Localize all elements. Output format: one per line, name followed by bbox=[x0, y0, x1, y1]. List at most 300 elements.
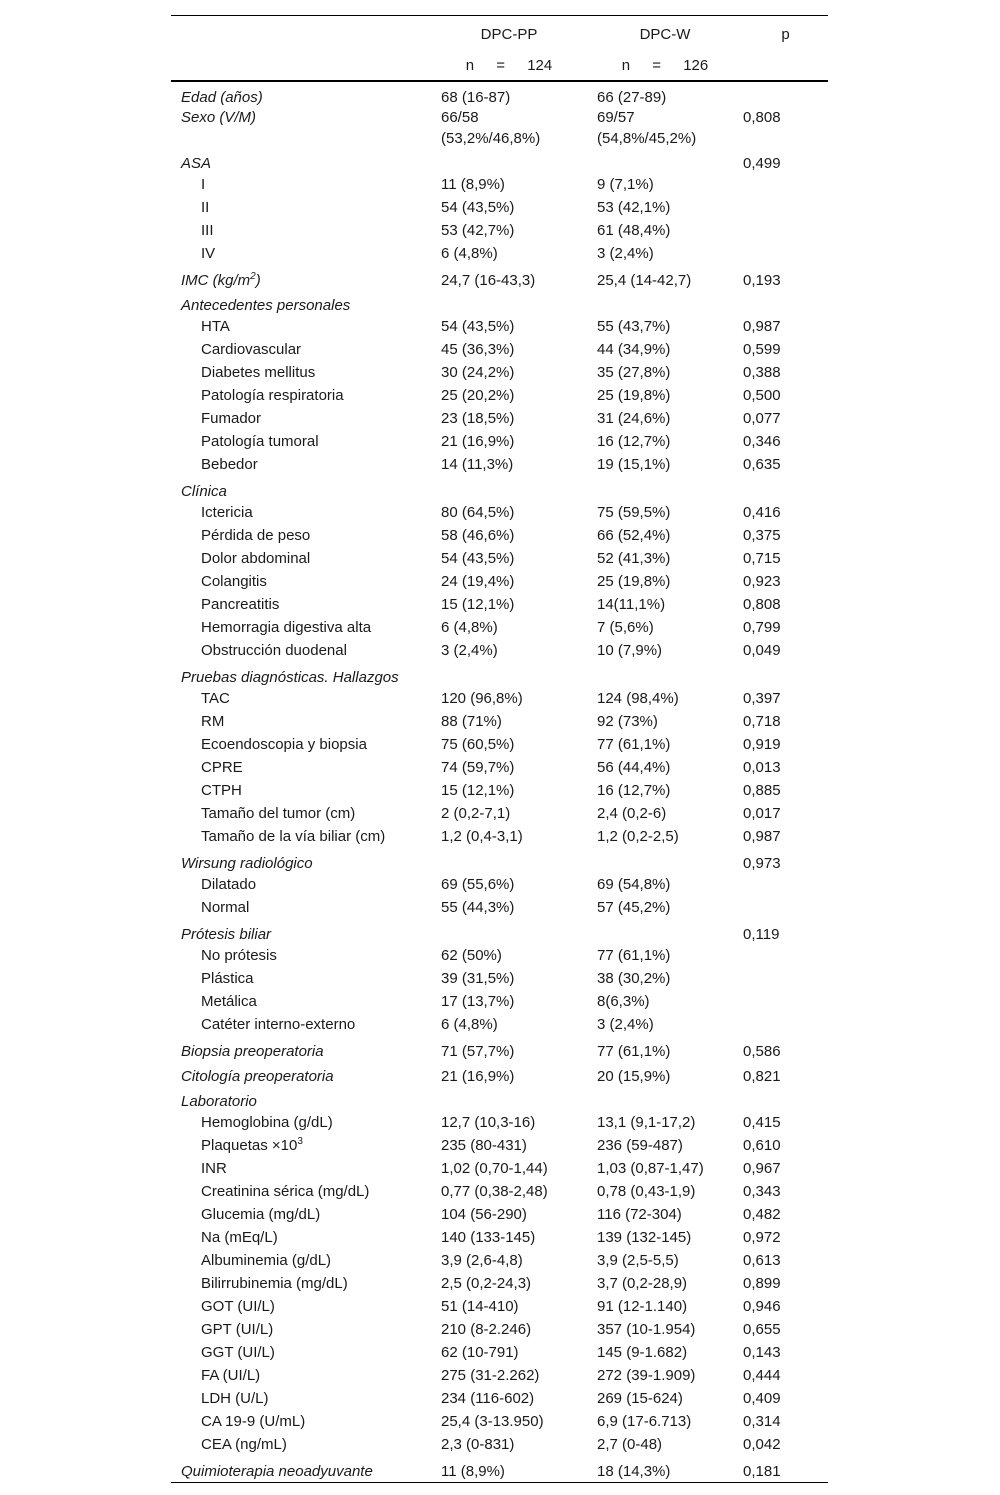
p-value bbox=[743, 242, 828, 265]
header-n-w: n = 126 bbox=[587, 50, 743, 81]
table-row-category bbox=[171, 662, 828, 687]
dpc-w-value-cell bbox=[587, 1180, 743, 1203]
row-label bbox=[171, 173, 431, 196]
table-row-category bbox=[171, 848, 828, 873]
row-label bbox=[171, 1364, 431, 1387]
dpc-pp-value-cell bbox=[431, 873, 587, 896]
table-row bbox=[171, 1410, 828, 1433]
dpc-pp-value-cell bbox=[431, 1341, 587, 1364]
table-row bbox=[171, 896, 828, 919]
row-label bbox=[171, 338, 431, 361]
table-row bbox=[171, 733, 828, 756]
p-value bbox=[743, 662, 828, 687]
dpc-w-value: 0,78 (0,43-1,9) bbox=[597, 1183, 696, 1200]
table-row bbox=[171, 639, 828, 662]
row-label-text: CPRE bbox=[201, 759, 243, 776]
row-label-text: Hemoglobina (g/dL) bbox=[201, 1114, 333, 1131]
row-label-text: Citología preoperatoria bbox=[181, 1068, 334, 1085]
dpc-pp-value-cell bbox=[431, 1061, 587, 1086]
row-label-text: IMC (kg/m bbox=[181, 272, 251, 289]
dpc-pp-value: 3 (2,4%) bbox=[441, 642, 498, 659]
dpc-w-value-cell bbox=[587, 1134, 743, 1157]
table-row-category bbox=[171, 81, 828, 107]
dpc-w-value-cell bbox=[587, 196, 743, 219]
dpc-w-value: 2,7 (0-48) bbox=[597, 1436, 663, 1453]
p-value bbox=[743, 476, 828, 501]
dpc-pp-value-cell bbox=[431, 315, 587, 338]
table-row bbox=[171, 1295, 828, 1318]
dpc-pp-value-cell bbox=[431, 1364, 587, 1387]
row-label-text: Quimioterapia neoadyuvante bbox=[181, 1463, 373, 1480]
row-label bbox=[171, 616, 431, 639]
row-label bbox=[171, 107, 431, 148]
dpc-w-value-cell bbox=[587, 1036, 743, 1061]
p-value: 0,885 bbox=[743, 782, 781, 799]
table-row bbox=[171, 1387, 828, 1410]
p-value: 0,973 bbox=[743, 855, 781, 872]
dpc-pp-value-cell bbox=[431, 733, 587, 756]
row-label-text: Antecedentes personales bbox=[181, 297, 351, 314]
row-label bbox=[171, 1272, 431, 1295]
row-label-text: Albuminemia (g/dL) bbox=[201, 1252, 332, 1269]
dpc-pp-value-cell bbox=[431, 802, 587, 825]
row-label-text: TAC bbox=[201, 690, 230, 707]
dpc-w-value-cell bbox=[587, 315, 743, 338]
dpc-pp-value: 21 (16,9%) bbox=[441, 1068, 515, 1085]
dpc-pp-value: 68 (16-87) bbox=[441, 89, 511, 106]
row-label bbox=[171, 1456, 431, 1483]
header-p-value: p bbox=[743, 16, 828, 51]
row-label-text: Pancreatitis bbox=[201, 596, 280, 613]
dpc-pp-value-cell bbox=[431, 524, 587, 547]
p-value: 0,613 bbox=[743, 1252, 781, 1269]
table-row bbox=[171, 593, 828, 616]
dpc-pp-value: 140 (133-145) bbox=[441, 1229, 536, 1246]
dpc-pp-value: 71 (57,7%) bbox=[441, 1043, 515, 1060]
dpc-pp-value: 24 (19,4%) bbox=[441, 573, 515, 590]
comparison-table-container bbox=[171, 15, 828, 1483]
row-label-text: Patología respiratoria bbox=[201, 387, 344, 404]
p-value: 0,586 bbox=[743, 1043, 781, 1060]
row-label-text: Pruebas diagnósticas. Hallazgos bbox=[181, 669, 399, 686]
dpc-w-value-cell bbox=[587, 1086, 743, 1111]
table-row bbox=[171, 1203, 828, 1226]
dpc-pp-value-percent: (53,2%/46,8%) bbox=[441, 130, 541, 147]
dpc-w-value: 57 (45,2%) bbox=[597, 899, 671, 916]
dpc-pp-value-cell bbox=[431, 1086, 587, 1111]
row-label bbox=[171, 990, 431, 1013]
row-label bbox=[171, 848, 431, 873]
dpc-w-value: 3 (2,4%) bbox=[597, 1016, 654, 1033]
dpc-w-value-cell bbox=[587, 733, 743, 756]
dpc-w-value-cell bbox=[587, 547, 743, 570]
table-row-category bbox=[171, 919, 828, 944]
dpc-pp-value: 210 (8-2.246) bbox=[441, 1321, 532, 1338]
dpc-pp-value-cell bbox=[431, 825, 587, 848]
row-label bbox=[171, 1249, 431, 1272]
dpc-pp-value: 12,7 (10,3-16) bbox=[441, 1114, 536, 1131]
dpc-pp-value: 2,3 (0-831) bbox=[441, 1436, 515, 1453]
row-label bbox=[171, 501, 431, 524]
table-row-category bbox=[171, 476, 828, 501]
row-label-text: III bbox=[201, 222, 214, 239]
dpc-w-value: 14(11,1%) bbox=[597, 596, 666, 613]
dpc-w-value-cell bbox=[587, 779, 743, 802]
dpc-pp-value-cell bbox=[431, 173, 587, 196]
p-value: 0,415 bbox=[743, 1114, 781, 1131]
header-blank bbox=[171, 50, 431, 81]
row-label bbox=[171, 1226, 431, 1249]
p-value bbox=[743, 173, 828, 196]
table-row bbox=[171, 1433, 828, 1456]
p-value: 0,193 bbox=[743, 272, 781, 289]
row-label-text: FA (UI/L) bbox=[201, 1367, 261, 1384]
row-label-text: Fumador bbox=[201, 410, 262, 427]
dpc-w-value-cell bbox=[587, 1410, 743, 1433]
dpc-w-value: 55 (43,7%) bbox=[597, 318, 671, 335]
dpc-pp-value: 69 (55,6%) bbox=[441, 876, 515, 893]
row-label bbox=[171, 476, 431, 501]
dpc-pp-value-cell bbox=[431, 639, 587, 662]
p-value: 0,314 bbox=[743, 1413, 781, 1430]
p-value bbox=[743, 896, 828, 919]
row-label-text: Prótesis biliar bbox=[181, 926, 272, 943]
dpc-w-value: 75 (59,5%) bbox=[597, 504, 671, 521]
p-value: 0,013 bbox=[743, 759, 781, 776]
table-row bbox=[171, 1364, 828, 1387]
dpc-pp-value: 62 (50%) bbox=[441, 947, 502, 964]
table-row-category bbox=[171, 1061, 828, 1086]
p-value: 0,343 bbox=[743, 1183, 781, 1200]
dpc-w-value: 272 (39-1.909) bbox=[597, 1367, 696, 1384]
table-row bbox=[171, 1272, 828, 1295]
dpc-pp-value: 75 (60,5%) bbox=[441, 736, 515, 753]
row-label bbox=[171, 524, 431, 547]
table-row bbox=[171, 967, 828, 990]
dpc-pp-value-cell bbox=[431, 990, 587, 1013]
dpc-pp-value: 1,02 (0,70-1,44) bbox=[441, 1160, 548, 1177]
dpc-pp-value: 45 (36,3%) bbox=[441, 341, 515, 358]
row-label bbox=[171, 710, 431, 733]
row-label-text: Edad (años) bbox=[181, 89, 263, 106]
row-label bbox=[171, 196, 431, 219]
p-value: 0,923 bbox=[743, 573, 781, 590]
table-row-category bbox=[171, 1456, 828, 1483]
row-label bbox=[171, 570, 431, 593]
dpc-w-value: 35 (27,8%) bbox=[597, 364, 671, 381]
dpc-w-value-cell bbox=[587, 756, 743, 779]
dpc-pp-value: 0,77 (0,38-2,48) bbox=[441, 1183, 548, 1200]
dpc-w-value: 66 (27-89) bbox=[597, 89, 667, 106]
dpc-pp-value: 66/58 bbox=[441, 109, 479, 126]
row-label bbox=[171, 290, 431, 315]
dpc-w-value-cell bbox=[587, 107, 743, 148]
dpc-pp-value: 234 (116-602) bbox=[441, 1390, 535, 1407]
dpc-w-value-cell bbox=[587, 173, 743, 196]
dpc-w-value-cell bbox=[587, 1341, 743, 1364]
dpc-w-value-cell bbox=[587, 896, 743, 919]
p-value: 0,499 bbox=[743, 155, 781, 172]
row-label-text: Hemorragia digestiva alta bbox=[201, 619, 372, 636]
p-value: 0,346 bbox=[743, 433, 781, 450]
dpc-w-value: 1,2 (0,2-2,5) bbox=[597, 828, 679, 845]
dpc-w-value-cell bbox=[587, 1364, 743, 1387]
dpc-pp-value-cell bbox=[431, 290, 587, 315]
table-row bbox=[171, 173, 828, 196]
row-label-text: Clínica bbox=[181, 483, 227, 500]
row-label-text: Glucemia (mg/dL) bbox=[201, 1206, 321, 1223]
dpc-pp-value: 24,7 (16-43,3) bbox=[441, 272, 536, 289]
p-value: 0,017 bbox=[743, 805, 781, 822]
dpc-pp-value: 25 (20,2%) bbox=[441, 387, 515, 404]
dpc-w-value: 16 (12,7%) bbox=[597, 782, 671, 799]
dpc-w-value-cell bbox=[587, 967, 743, 990]
row-label bbox=[171, 1013, 431, 1036]
p-value: 0,718 bbox=[743, 713, 781, 730]
row-label bbox=[171, 315, 431, 338]
dpc-pp-value-cell bbox=[431, 148, 587, 173]
dpc-pp-value-cell bbox=[431, 476, 587, 501]
table-row bbox=[171, 873, 828, 896]
header-dpc-pp: DPC-PP bbox=[431, 16, 587, 51]
dpc-pp-value: 15 (12,1%) bbox=[441, 596, 515, 613]
dpc-w-value-cell bbox=[587, 873, 743, 896]
dpc-pp-value-cell bbox=[431, 1134, 587, 1157]
row-label bbox=[171, 593, 431, 616]
row-label bbox=[171, 1157, 431, 1180]
p-value: 0,077 bbox=[743, 410, 781, 427]
dpc-pp-value: 74 (59,7%) bbox=[441, 759, 515, 776]
dpc-w-value-cell bbox=[587, 710, 743, 733]
dpc-pp-value: 6 (4,8%) bbox=[441, 245, 498, 262]
dpc-pp-value: 17 (13,7%) bbox=[441, 993, 515, 1010]
table-row bbox=[171, 501, 828, 524]
dpc-w-value: 91 (12-1.140) bbox=[597, 1298, 688, 1315]
table-row bbox=[171, 361, 828, 384]
dpc-w-value-cell bbox=[587, 407, 743, 430]
table-row bbox=[171, 616, 828, 639]
row-label-text: CA 19-9 (U/mL) bbox=[201, 1413, 306, 1430]
p-value: 0,444 bbox=[743, 1367, 781, 1384]
table-row bbox=[171, 524, 828, 547]
dpc-w-value: 19 (15,1%) bbox=[597, 456, 671, 473]
table-row bbox=[171, 384, 828, 407]
row-label bbox=[171, 919, 431, 944]
dpc-pp-value: 104 (56-290) bbox=[441, 1206, 527, 1223]
row-label bbox=[171, 1203, 431, 1226]
dpc-pp-value-cell bbox=[431, 1111, 587, 1134]
dpc-pp-value-cell bbox=[431, 1226, 587, 1249]
dpc-pp-value-cell bbox=[431, 919, 587, 944]
table-row bbox=[171, 338, 828, 361]
dpc-pp-value-cell bbox=[431, 1036, 587, 1061]
dpc-pp-value: 54 (43,5%) bbox=[441, 199, 515, 216]
dpc-pp-value-cell bbox=[431, 756, 587, 779]
table-row bbox=[171, 1180, 828, 1203]
table-row bbox=[171, 196, 828, 219]
row-label bbox=[171, 1341, 431, 1364]
dpc-w-value-cell bbox=[587, 570, 743, 593]
row-label bbox=[171, 639, 431, 662]
row-label-text: Laboratorio bbox=[181, 1093, 257, 1110]
row-label bbox=[171, 687, 431, 710]
dpc-pp-value-cell bbox=[431, 196, 587, 219]
p-value bbox=[743, 873, 828, 896]
dpc-w-value: 3,9 (2,5-5,5) bbox=[597, 1252, 679, 1269]
table-row bbox=[171, 1249, 828, 1272]
table-row bbox=[171, 802, 828, 825]
table-row bbox=[171, 1341, 828, 1364]
row-label-text: Creatinina sérica (mg/dL) bbox=[201, 1183, 370, 1200]
dpc-w-value: 69 (54,8%) bbox=[597, 876, 671, 893]
row-label bbox=[171, 219, 431, 242]
table-row bbox=[171, 315, 828, 338]
row-label-text: Pérdida de peso bbox=[201, 527, 311, 544]
dpc-w-value-cell bbox=[587, 219, 743, 242]
dpc-pp-value-cell bbox=[431, 242, 587, 265]
row-label-text: Tamaño del tumor (cm) bbox=[201, 805, 356, 822]
dpc-w-value-cell bbox=[587, 944, 743, 967]
dpc-w-value-cell bbox=[587, 384, 743, 407]
dpc-w-value: 1,03 (0,87-1,47) bbox=[597, 1160, 704, 1177]
table-row bbox=[171, 990, 828, 1013]
dpc-pp-value-cell bbox=[431, 453, 587, 476]
p-value: 0,181 bbox=[743, 1456, 828, 1483]
dpc-w-value-cell bbox=[587, 81, 743, 107]
p-value: 0,655 bbox=[743, 1321, 781, 1338]
table-row bbox=[171, 1226, 828, 1249]
dpc-pp-value-cell bbox=[431, 1249, 587, 1272]
dpc-w-value: 38 (30,2%) bbox=[597, 970, 671, 987]
dpc-w-value-cell bbox=[587, 1295, 743, 1318]
dpc-pp-value: 25,4 (3-13.950) bbox=[441, 1413, 544, 1430]
dpc-w-value: 56 (44,4%) bbox=[597, 759, 671, 776]
dpc-w-value: 16 (12,7%) bbox=[597, 433, 671, 450]
row-label bbox=[171, 944, 431, 967]
dpc-pp-value-cell bbox=[431, 219, 587, 242]
dpc-w-value-cell bbox=[587, 825, 743, 848]
dpc-w-value: 236 (59-487) bbox=[597, 1137, 683, 1154]
table-row-category bbox=[171, 148, 828, 173]
row-label bbox=[171, 779, 431, 802]
row-label-superscript: 2 bbox=[250, 271, 256, 282]
dpc-w-value-cell bbox=[587, 1111, 743, 1134]
dpc-pp-value-cell bbox=[431, 107, 587, 148]
dpc-pp-value: 1,2 (0,4-3,1) bbox=[441, 828, 523, 845]
table-row bbox=[171, 407, 828, 430]
dpc-pp-value-cell bbox=[431, 779, 587, 802]
dpc-pp-value: 30 (24,2%) bbox=[441, 364, 515, 381]
row-label-text: Plaquetas ×10 bbox=[201, 1137, 298, 1154]
p-value: 0,635 bbox=[743, 456, 781, 473]
dpc-pp-value: 55 (44,3%) bbox=[441, 899, 515, 916]
table-row bbox=[171, 1318, 828, 1341]
p-value bbox=[743, 290, 828, 315]
row-label bbox=[171, 1295, 431, 1318]
dpc-pp-value: 54 (43,5%) bbox=[441, 318, 515, 335]
p-value: 0,409 bbox=[743, 1390, 781, 1407]
table-row bbox=[171, 219, 828, 242]
table-row bbox=[171, 570, 828, 593]
dpc-pp-value: 6 (4,8%) bbox=[441, 1016, 498, 1033]
dpc-w-value-cell bbox=[587, 501, 743, 524]
p-value: 0,715 bbox=[743, 550, 781, 567]
row-label bbox=[171, 873, 431, 896]
dpc-w-value-percent: (54,8%/45,2%) bbox=[597, 130, 697, 147]
dpc-w-value: 3 (2,4%) bbox=[597, 245, 654, 262]
row-label bbox=[171, 1433, 431, 1456]
dpc-pp-value-cell bbox=[431, 430, 587, 453]
dpc-w-value-cell bbox=[587, 476, 743, 501]
dpc-pp-value-cell bbox=[431, 1410, 587, 1433]
row-label-text: Na (mEq/L) bbox=[201, 1229, 278, 1246]
row-label bbox=[171, 1036, 431, 1061]
dpc-w-value-cell bbox=[587, 148, 743, 173]
row-label bbox=[171, 265, 431, 290]
dpc-w-value-cell bbox=[587, 524, 743, 547]
row-label-superscript: 3 bbox=[297, 1136, 303, 1147]
header-label-column bbox=[171, 16, 431, 51]
table-row bbox=[171, 710, 828, 733]
dpc-pp-value-cell bbox=[431, 1318, 587, 1341]
dpc-w-value: 20 (15,9%) bbox=[597, 1068, 671, 1085]
dpc-pp-value: 11 (8,9%) bbox=[441, 1463, 505, 1480]
dpc-w-value-cell bbox=[587, 848, 743, 873]
dpc-w-value: 25 (19,8%) bbox=[597, 573, 671, 590]
p-value: 0,919 bbox=[743, 736, 781, 753]
p-value: 0,899 bbox=[743, 1275, 781, 1292]
row-label-text: CTPH bbox=[201, 782, 242, 799]
dpc-pp-value-cell bbox=[431, 1013, 587, 1036]
dpc-pp-value-cell bbox=[431, 501, 587, 524]
table-row bbox=[171, 825, 828, 848]
row-label bbox=[171, 453, 431, 476]
dpc-pp-value: 2,5 (0,2-24,3) bbox=[441, 1275, 532, 1292]
dpc-w-value-cell bbox=[587, 639, 743, 662]
dpc-pp-value-cell bbox=[431, 338, 587, 361]
dpc-pp-value-cell bbox=[431, 1203, 587, 1226]
row-label bbox=[171, 1410, 431, 1433]
patient-characteristics-table bbox=[171, 15, 828, 1483]
dpc-pp-value: 21 (16,9%) bbox=[441, 433, 515, 450]
dpc-w-value-cell bbox=[587, 662, 743, 687]
dpc-pp-value: 275 (31-2.262) bbox=[441, 1367, 540, 1384]
dpc-pp-value: 14 (11,3%) bbox=[441, 456, 514, 473]
dpc-w-value-cell bbox=[587, 919, 743, 944]
p-value: 0,821 bbox=[743, 1068, 781, 1085]
dpc-w-value: 3,7 (0,2-28,9) bbox=[597, 1275, 688, 1292]
dpc-w-value-cell bbox=[587, 616, 743, 639]
dpc-w-value-cell bbox=[587, 1249, 743, 1272]
table-row bbox=[171, 1111, 828, 1134]
table-row bbox=[171, 242, 828, 265]
dpc-w-value: 69/57 bbox=[597, 109, 635, 126]
dpc-pp-value-cell bbox=[431, 967, 587, 990]
row-label-text: Cardiovascular bbox=[201, 341, 302, 358]
row-label-text: HTA bbox=[201, 318, 230, 335]
row-label-text: Metálica bbox=[201, 993, 257, 1010]
dpc-w-value: 92 (73%) bbox=[597, 713, 658, 730]
p-value: 0,049 bbox=[743, 642, 781, 659]
dpc-pp-value: 6 (4,8%) bbox=[441, 619, 498, 636]
dpc-pp-value: 120 (96,8%) bbox=[441, 690, 523, 707]
row-label-text: Sexo (V/M) bbox=[181, 109, 257, 126]
dpc-w-value-cell bbox=[587, 1157, 743, 1180]
row-label-text: Dilatado bbox=[201, 876, 257, 893]
dpc-w-value: 7 (5,6%) bbox=[597, 619, 654, 636]
table-row bbox=[171, 430, 828, 453]
dpc-pp-value-cell bbox=[431, 1456, 587, 1483]
